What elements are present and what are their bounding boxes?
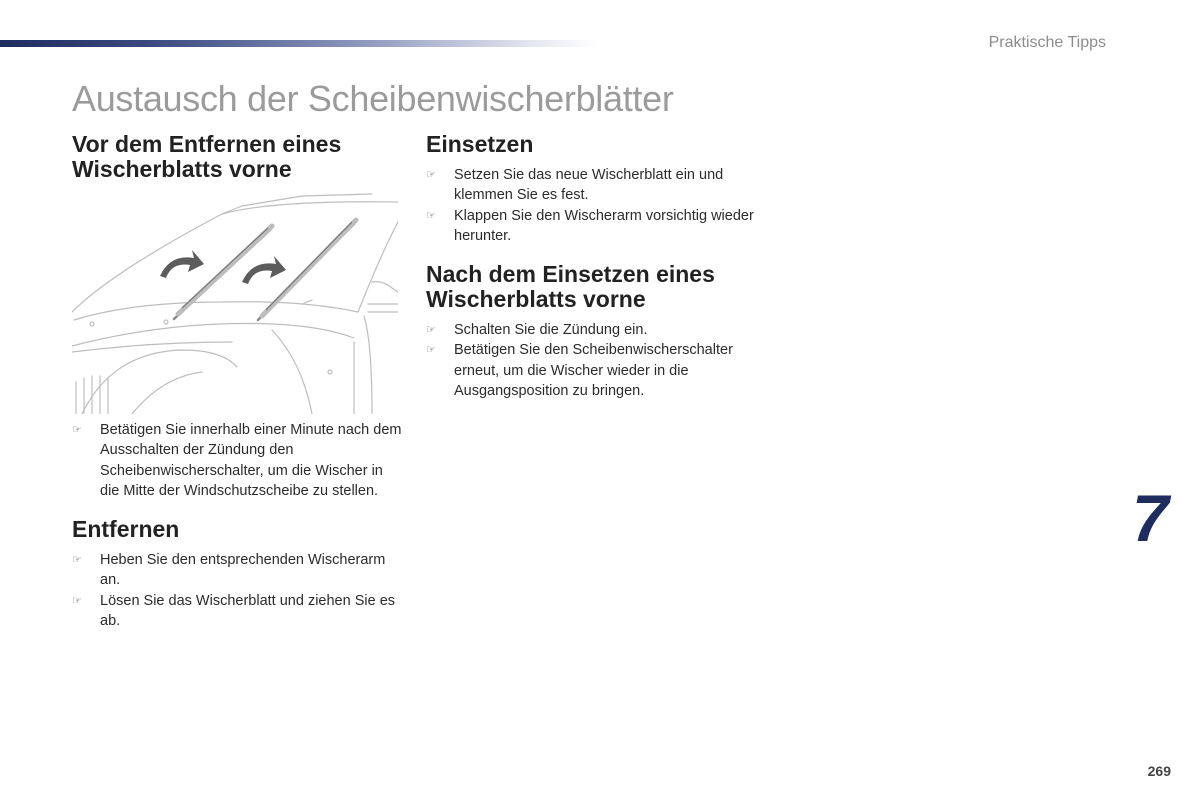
step-text: Klappen Sie den Wischerarm vorsichtig wieder herunter. — [454, 207, 754, 244]
after-steps-list — [426, 320, 766, 401]
pointing-hand-icon: ☞ — [426, 324, 436, 337]
page-title: Austausch der Scheibenwischerblätter — [72, 78, 674, 119]
pointing-hand-icon: ☞ — [426, 344, 436, 357]
middle-column — [426, 132, 766, 401]
heading-after-insert: Nach dem Einsetzen eines Wischerblatts vorne — [426, 261, 715, 313]
remove-steps-list — [72, 550, 402, 631]
pointing-hand-icon: ☞ — [426, 209, 436, 222]
step-text: Setzen Sie das neue Wischerblatt ein und klemmen Sie es fest. — [454, 167, 724, 204]
section-name: Praktische Tipps — [988, 34, 1106, 51]
heading-insert: Einsetzen — [426, 131, 534, 157]
step-text: Heben Sie den entsprechenden Wischerarm an. — [100, 552, 386, 589]
heading-before-removal: Vor dem Entfernen eines Wischerblatts vorne — [72, 131, 342, 182]
list-item — [426, 320, 766, 340]
step-text: Betätigen Sie innerhalb einer Minute nach dem Ausschalten der Zündung den Scheibenwischerschalter, um die Wischer in die Mitte der Windschutzscheibe zu stellen. — [100, 422, 402, 499]
step-text: Betätigen Sie den Scheibenwischerschalter erneut, um die Wischer wieder in die Ausgangsposition zu bringen. — [454, 342, 733, 400]
list-item — [72, 420, 402, 501]
list-item — [426, 165, 766, 206]
page-number: 269 — [1147, 763, 1171, 779]
insert-steps-list — [426, 165, 766, 246]
wiper-illustration — [72, 192, 398, 414]
list-item — [72, 591, 402, 632]
pointing-hand-icon: ☞ — [72, 594, 82, 607]
chapter-number: 7 — [1132, 481, 1169, 555]
list-item — [426, 340, 766, 401]
list-item — [72, 550, 402, 591]
pointing-hand-icon: ☞ — [72, 554, 82, 567]
list-item — [426, 206, 766, 247]
pointing-hand-icon: ☞ — [72, 424, 82, 436]
header-gradient-bar — [0, 40, 600, 47]
step-text: Schalten Sie die Zündung ein. — [454, 322, 648, 339]
pointing-hand-icon: ☞ — [426, 169, 436, 181]
before-steps-list — [72, 420, 402, 501]
heading-remove: Entfernen — [72, 516, 180, 543]
left-column — [72, 132, 402, 631]
step-text: Lösen Sie das Wischerblatt und ziehen Sie es ab. — [100, 592, 396, 630]
